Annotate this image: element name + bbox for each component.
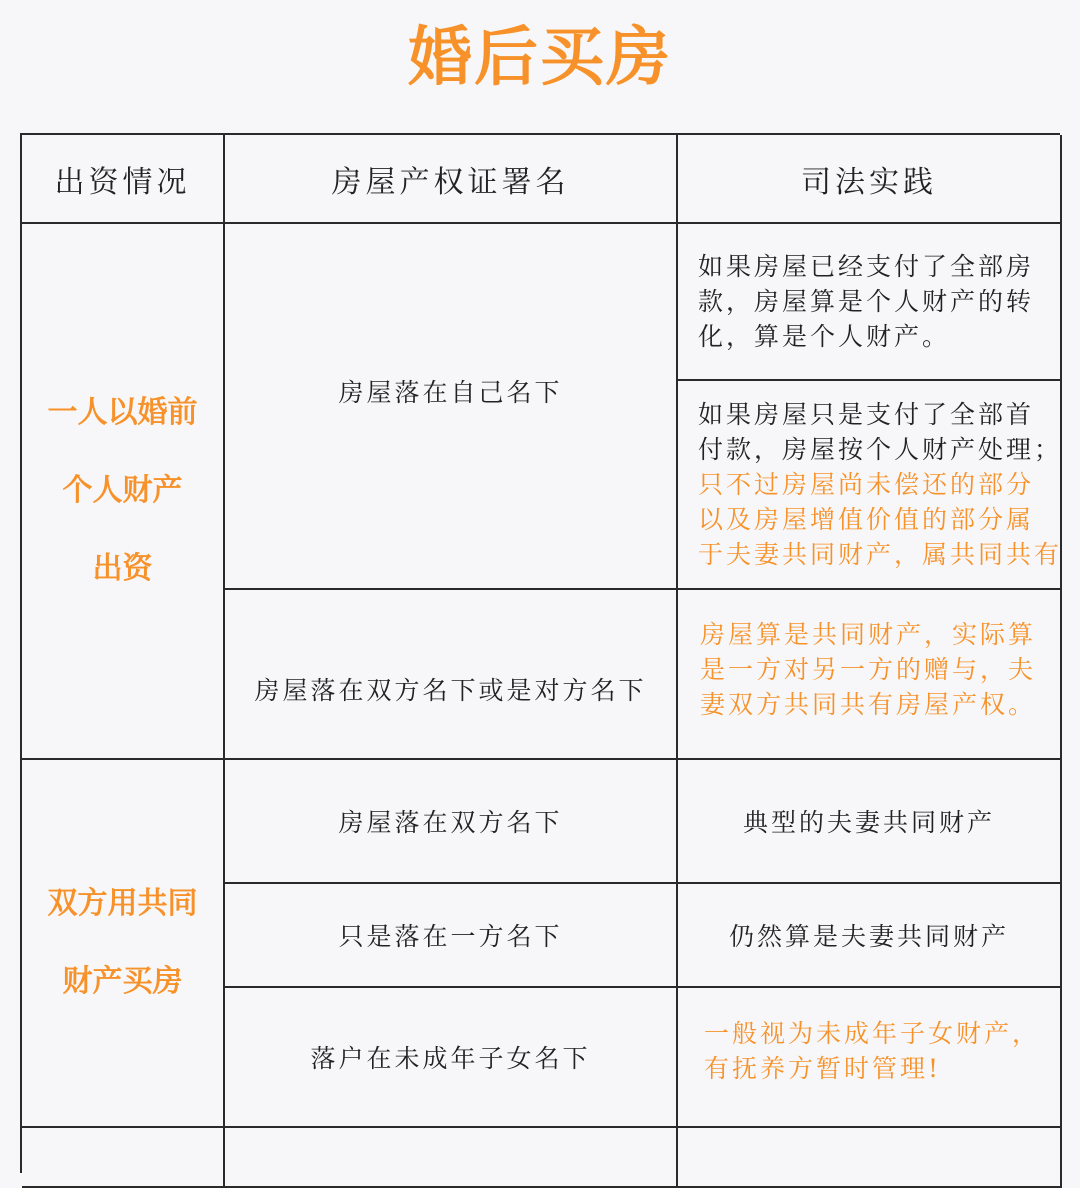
note-line-highlight: 一般视为未成年子女财产， [704,1019,1041,1048]
header-deed-name: 房屋产权证署名 [225,135,678,224]
practice-minor-child [678,988,1062,1128]
practice-full-payment [678,224,1062,381]
deed-name-joint-or-spouse: 房屋落在双方名下或是对方名下 [225,590,678,760]
next-row-cell [22,1128,225,1188]
legal-table [20,133,1063,1173]
next-row-cell [678,1128,1062,1188]
next-row-cell [225,1128,678,1188]
header-funding: 出资情况 [22,135,225,224]
group-label-premarital-funds [22,224,225,760]
deed-name-own: 房屋落在自己名下 [225,224,678,590]
group-label-line: 出资 [92,551,153,586]
group-label-line: 财产买房 [62,964,183,999]
page-title: 婚后买房 [408,21,672,95]
note-line-highlight: 于夫妻共同财产，属共同共有 [698,540,1063,569]
deed-name-minor-child: 落户在未成年子女名下 [225,988,678,1128]
note-line-highlight: 只不过房屋尚未偿还的部分 [698,470,1035,499]
note-line: 付款，房屋按个人财产处理； [698,435,1063,464]
group-label-line: 一人以婚前 [47,395,198,430]
header-judicial-practice: 司法实践 [678,135,1062,224]
note-line-highlight: 是一方对另一方的赠与，夫 [700,654,1037,684]
note-line-highlight: 以及房屋增值价值的部分属 [698,505,1035,534]
deed-name-one-party: 只是落在一方名下 [225,884,678,988]
note-line: 如果房屋已经支付了全部房 [698,252,1035,281]
note-line-highlight: 有抚养方暂时管理! [704,1054,942,1083]
note-line: 如果房屋只是支付了全部首 [698,400,1035,429]
practice-gift-joint [678,590,1062,760]
practice-typical-joint: 典型的夫妻共同财产 [678,760,1062,884]
practice-down-payment [678,381,1062,590]
note-line: 款，房屋算是个人财产的转 [698,287,1035,316]
note-line-highlight: 房屋算是共同财产，实际算 [700,619,1037,649]
deed-name-both: 房屋落在双方名下 [225,760,678,884]
practice-still-joint: 仍然算是夫妻共同财产 [678,884,1062,988]
note-line-highlight: 妻双方共同共有房屋产权。 [700,689,1037,719]
note-line: 化，算是个人财产。 [698,322,951,351]
group-label-line: 双方用共同 [47,886,198,921]
group-label-joint-funds [22,760,225,1128]
group-label-line: 个人财产 [62,473,183,508]
